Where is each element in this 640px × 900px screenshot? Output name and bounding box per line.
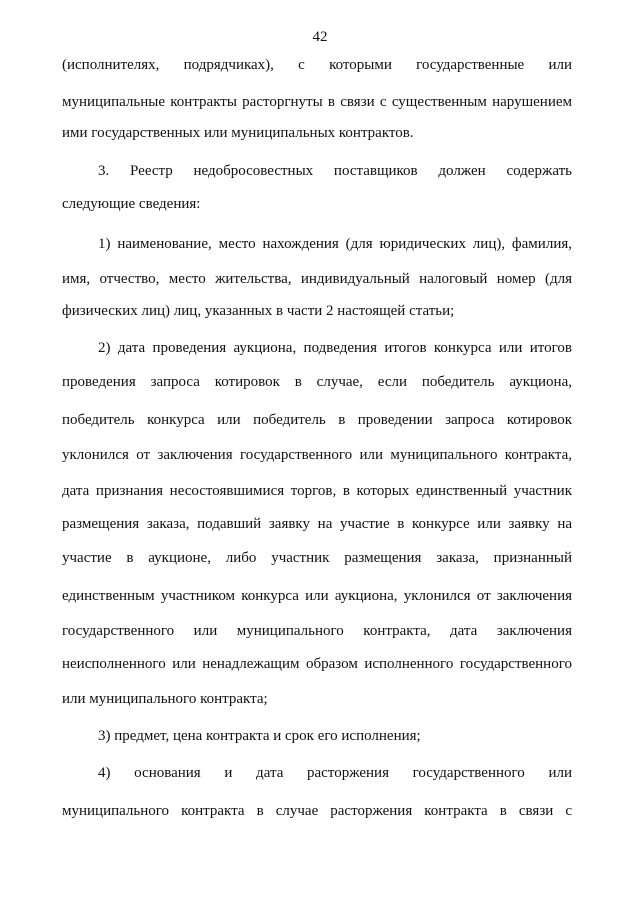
text-line: 3) предмет, цена контракта и срок его исполнения; bbox=[98, 728, 421, 744]
text-line: имя, отчество, место жительства, индивидуальный налоговый номер (для bbox=[62, 271, 572, 287]
text-line: участие в аукционе, либо участник размещения заказа, признанный bbox=[62, 550, 572, 566]
text-line: 3. Реестр недобросовестных поставщиков должен содержать bbox=[98, 163, 572, 179]
text-line: уклонился от заключения государственного или муниципального контракта, bbox=[62, 447, 572, 463]
text-line: размещения заказа, подавший заявку на участие в конкурсе или заявку на bbox=[62, 516, 572, 532]
text-line: 2) дата проведения аукциона, подведения итогов конкурса или итогов bbox=[98, 340, 572, 356]
text-line: физических лиц) лиц, указанных в части 2 настоящей статьи; bbox=[62, 303, 455, 319]
text-line: (исполнителях, подрядчиках), с которыми государственные или bbox=[62, 57, 572, 73]
text-line: муниципального контракта в случае расторжения контракта в связи с bbox=[62, 803, 572, 819]
text-line: государственного или муниципального контракта, дата заключения bbox=[62, 623, 572, 639]
text-line: проведения запроса котировок в случае, если победитель аукциона, bbox=[62, 374, 572, 390]
text-line: муниципальные контракты расторгнуты в связи с существенным нарушением bbox=[62, 94, 572, 110]
text-line: 4) основания и дата расторжения государственного или bbox=[98, 765, 572, 781]
text-line: единственным участником конкурса или аукциона, уклонился от заключения bbox=[62, 588, 572, 604]
text-line: 1) наименование, место нахождения (для юридических лиц), фамилия, bbox=[98, 236, 572, 252]
text-line: или муниципального контракта; bbox=[62, 691, 268, 707]
text-line: ими государственных или муниципальных контрактов. bbox=[62, 125, 414, 141]
page-number: 42 bbox=[312, 29, 328, 45]
text-line: следующие сведения: bbox=[62, 196, 201, 212]
text-line: дата признания несостоявшимися торгов, в которых единственный участник bbox=[62, 483, 572, 499]
text-line: победитель конкурса или победитель в проведении запроса котировок bbox=[62, 412, 572, 428]
text-line: неисполненного или ненадлежащим образом исполненного государственного bbox=[62, 656, 572, 672]
